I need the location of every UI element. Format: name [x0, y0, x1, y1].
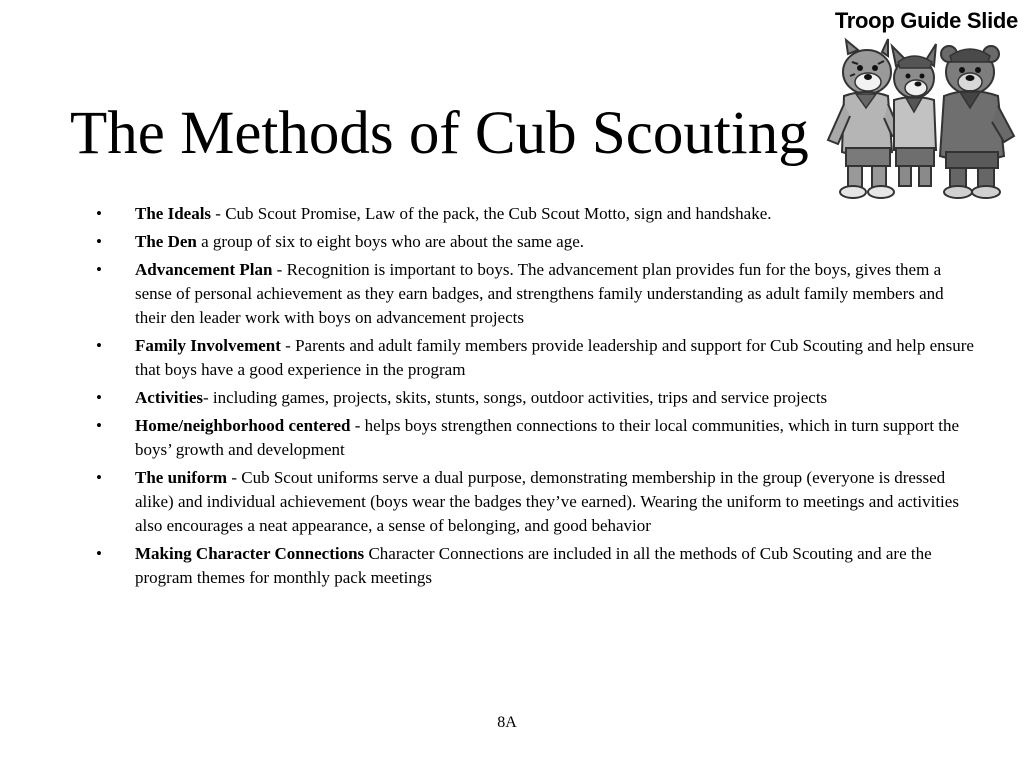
- method-description: a group of six to eight boys who are about the same age.: [196, 232, 584, 251]
- method-item-character-connections: [96, 542, 976, 590]
- bullet-icon: •: [96, 232, 102, 251]
- wolf-mascot: [892, 44, 936, 186]
- method-item-family-involvement: [96, 334, 976, 382]
- bullet-icon: •: [96, 544, 102, 563]
- method-term: The Den: [135, 232, 197, 251]
- bullet-icon: •: [96, 204, 102, 223]
- bear-mascot: [940, 46, 1014, 198]
- slide-page-number: 8A: [497, 714, 517, 731]
- method-description: Character Connections are included in all the methods of Cub Scouting and are the program themes for monthly pack meetings: [135, 544, 932, 587]
- method-description: - Parents and adult family members provide leadership and support for Cub Scouting and help ensure that boys have a good experience in the program: [135, 336, 974, 379]
- method-term: Making Character Connections: [135, 544, 365, 563]
- method-item-activities: [96, 386, 976, 410]
- method-term: Home/neighborhood centered: [135, 416, 351, 435]
- bullet-icon: •: [96, 468, 102, 487]
- method-item-home-neighborhood: [96, 414, 976, 462]
- bullet-icon: •: [96, 260, 102, 279]
- method-description: - Cub Scout uniforms serve a dual purpose, demonstrating membership in the group (everyone is dressed alike) and individual achievement (boys wear the badges they’ve earned). Wearing the uniform to meetings and activities also encourages a neat appearance, a sense of belonging, and good behavior: [135, 468, 959, 535]
- method-term: The uniform: [135, 468, 228, 487]
- method-term: Advancement Plan: [135, 260, 273, 279]
- bullet-icon: •: [96, 336, 102, 355]
- method-item-ideals: [96, 202, 976, 226]
- tiger-mascot: [828, 39, 900, 198]
- bullet-icon: •: [96, 388, 102, 407]
- method-description: - Recognition is important to boys. The advancement plan provides fun for the boys, gives them a sense of personal achievement as they earn badges, and strengthens family understanding as adult family members and their den leader work with boys on advancement projects: [135, 260, 944, 327]
- mascots-illustration: [822, 32, 1018, 202]
- method-term: Family Involvement: [135, 336, 281, 355]
- method-term: The Ideals: [135, 204, 212, 223]
- method-term: Activities: [135, 388, 203, 407]
- troop-guide-slide-tag: Troop Guide Slide: [834, 8, 1018, 33]
- method-item-den: [96, 230, 976, 254]
- method-item-advancement-plan: [96, 258, 976, 330]
- method-description: - Cub Scout Promise, Law of the pack, the Cub Scout Motto, sign and handshake.: [211, 204, 772, 223]
- slide-title: The Methods of Cub Scouting: [70, 100, 809, 167]
- method-item-uniform: [96, 466, 976, 538]
- method-description: - helps boys strengthen connections to their local communities, which in turn support the boys’ growth and development: [135, 416, 960, 459]
- method-description: - including games, projects, skits, stunts, songs, outdoor activities, trips and service projects: [202, 388, 828, 407]
- methods-list: [96, 202, 976, 594]
- bullet-icon: •: [96, 416, 102, 435]
